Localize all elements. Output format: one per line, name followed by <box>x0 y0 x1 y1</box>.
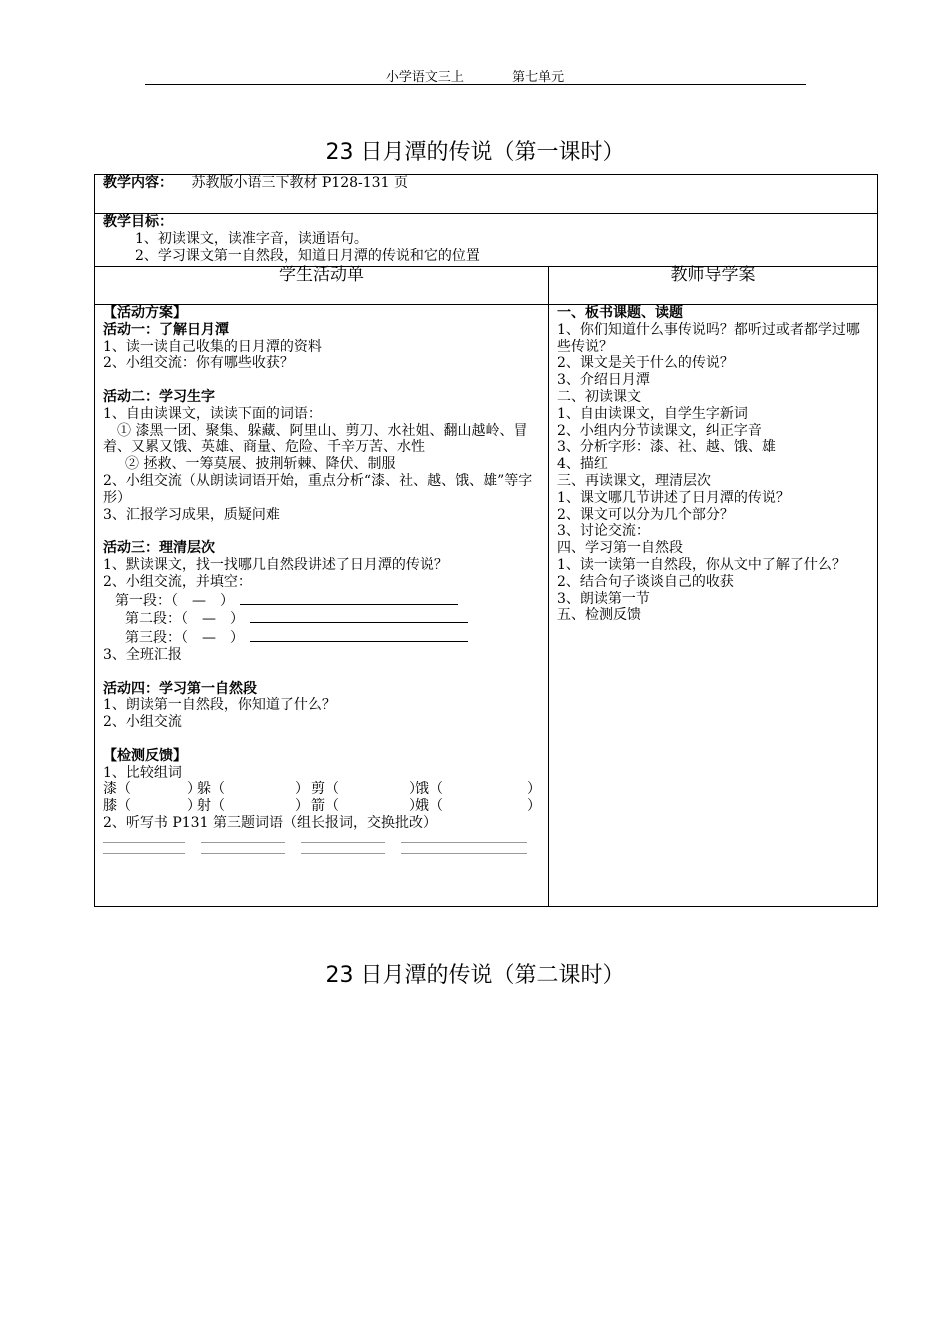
goal-item: 1、初读课文，读准字音，读通语句。 <box>135 230 368 247</box>
dictation-lines <box>103 834 540 843</box>
column-header-student: 学生活动单 <box>95 267 549 305</box>
check-title: 【检测反馈】 <box>103 747 187 764</box>
activity-1-line: 2、小组交流：你有哪些收获？ <box>103 355 294 372</box>
teacher-step: 四、学习第一自然段 <box>557 540 683 557</box>
lesson-title-1: 23 日月潭的传说（第一课时） <box>325 140 625 165</box>
word-compare-row-2: 膝（ ） 射（ ） 箭（ ） 娥（ ） <box>103 798 541 815</box>
teacher-step: 3、讨论交流： <box>557 523 650 540</box>
activity-2-words-1: ① 漆黑一团、聚集、躲藏、阿里山、剪刀、水社姐、翻山越岭、冒着、又累又饿、英雄、商量、危险、千辛万苦、水性 <box>103 422 528 456</box>
activity-4-line: 2、小组交流 <box>103 714 182 731</box>
goal-item: 2、学习课文第一自然段，知道日月潭的传说和它的位置 <box>135 247 480 264</box>
activity-2-words-2: ② 拯救、一筹莫展、披荆斩棘、降伏、制服 <box>125 456 396 473</box>
activity-2-line: 1、自由读课文，读读下面的词语： <box>103 405 322 422</box>
teacher-step: 3、分析字形：漆、社、越、饿、雄 <box>557 439 776 456</box>
lesson-plan-table <box>94 174 878 907</box>
teacher-step: 2、课文是关于什么的传说？ <box>557 355 734 372</box>
paragraph-blank-2: 第二段：（ — ） <box>103 609 540 628</box>
teacher-step: 五、检测反馈 <box>557 607 641 624</box>
check-line: 2、听写书 P131 第三题词语（组长报词，交换批改） <box>103 814 437 831</box>
lesson-title-2: 23 日月潭的传说（第二课时） <box>325 963 625 988</box>
activity-2-line: 3、汇报学习成果，质疑问难 <box>103 506 280 523</box>
column-header-teacher: 教师导学案 <box>549 267 878 305</box>
header-rule <box>145 84 806 85</box>
teacher-step: 1、课文哪几节讲述了日月潭的传说？ <box>557 489 790 506</box>
student-activity-cell <box>95 305 549 907</box>
activity-1-title: 活动一：了解日月潭 <box>103 321 229 338</box>
paragraph-blank-1: 第一段：（ — ） <box>103 591 540 610</box>
teacher-step: 三、再读课文，理清层次 <box>557 472 711 489</box>
activity-4-line: 1、朗读第一自然段，你知道了什么？ <box>103 697 336 714</box>
teacher-step: 4、描红 <box>557 456 608 473</box>
teacher-step: 3、朗读第一节 <box>557 590 650 607</box>
teaching-goals-cell <box>95 214 878 267</box>
teacher-step: 一、板书课题、读题 <box>557 305 683 321</box>
activity-plan-title: 【活动方案】 <box>103 305 187 321</box>
activity-2-title: 活动二：学习生字 <box>103 388 215 405</box>
teaching-goals-label: 教学目标： <box>103 214 173 230</box>
page-header <box>0 66 950 85</box>
dictation-lines <box>103 845 540 854</box>
activity-2-line: 2、小组交流（从朗读词语开始，重点分析“漆、社、越、饿、雄”等字形） <box>103 472 533 506</box>
activity-3-line: 3、全班汇报 <box>103 646 182 663</box>
word-compare-row-1: 漆（ ） 躲（ ） 剪（ ） 饿（ ） <box>103 781 541 798</box>
teacher-step: 1、你们知道什么事传说吗？都听过或者都学过哪些传说？ <box>557 321 860 355</box>
activity-3-line: 2、小组交流，并填空： <box>103 573 252 590</box>
teaching-content-cell <box>95 175 878 214</box>
activity-1-line: 1、读一读自己收集的日月潭的资料 <box>103 338 322 355</box>
teaching-content-label: 教学内容： <box>103 175 173 191</box>
header-unit: 第七单元 <box>512 70 565 85</box>
teacher-step: 2、小组内分节读课文，纠正字音 <box>557 422 762 439</box>
teaching-content-value: 苏教版小语三下教材 P128-131 页 <box>191 175 408 191</box>
teacher-step: 二、初读课文 <box>557 388 641 405</box>
teacher-guide-cell <box>549 305 878 907</box>
paragraph-blank-3: 第三段：（ — ） <box>103 628 540 647</box>
teacher-step: 1、读一读第一自然段，你从文中了解了什么？ <box>557 556 846 573</box>
teacher-step: 3、介绍日月潭 <box>557 372 650 389</box>
activity-3-line: 1、默读课文，找一找哪几自然段讲述了日月潭的传说？ <box>103 556 448 573</box>
check-line: 1、比较组词 <box>103 764 182 781</box>
header-course: 小学语文三上 <box>385 70 464 85</box>
teacher-step: 2、课文可以分为几个部分？ <box>557 506 734 523</box>
activity-4-title: 活动四：学习第一自然段 <box>103 680 257 697</box>
teacher-step: 1、自由读课文，自学生字新词 <box>557 405 748 422</box>
activity-3-title: 活动三：理清层次 <box>103 540 215 557</box>
teacher-step: 2、结合句子谈谈自己的收获 <box>557 573 734 590</box>
